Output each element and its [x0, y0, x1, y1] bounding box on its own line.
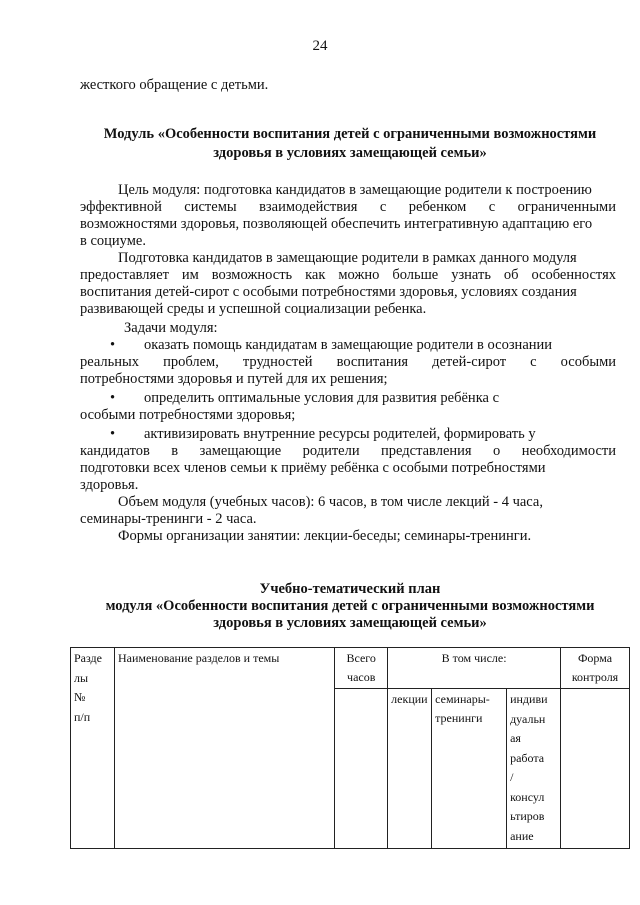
forms-line: Формы организации занятии: лекции-беседы; семинары-тренинги.	[118, 528, 532, 544]
seminars-header: семинары- тренинги	[432, 689, 507, 849]
task-1-line-1: • оказать помощь кандидатам в замещающие родители в осознании	[80, 337, 616, 353]
volume-line-1: Объем модуля (учебных часов): 6 часов, в том числе лекций - 4 часа,	[118, 494, 543, 510]
bullet-icon: •	[110, 390, 116, 406]
prep-line-4: развивающей среды и успешной социализации ребенка.	[80, 301, 427, 317]
individual-work-header: индиви дуальн ая работа / консул ьтиров ание	[507, 689, 561, 849]
page-number: 24	[312, 38, 328, 54]
task-2-line-2: особыми потребностями здоровья;	[80, 407, 296, 423]
bullet-icon: •	[110, 426, 116, 442]
prep-line-3: воспитания детей-сирот с особыми потребностями здоровья, условиях создания	[80, 284, 577, 300]
goal-line-1: Цель модуля: подготовка кандидатов в замещающие родители к построению	[118, 182, 592, 198]
volume-line-2: семинары-тренинги - 2 часа.	[80, 511, 257, 527]
tasks-title: Задачи модуля:	[124, 320, 218, 336]
bullet-icon: •	[110, 337, 116, 353]
task-3-line-1: • активизировать внутренние ресурсы родителей, формировать у	[80, 426, 616, 442]
task-3-line-4: здоровья.	[80, 477, 139, 493]
sections-header: Разде лы № п/п	[71, 648, 115, 849]
intro-line: жесткого обращение с детьми.	[80, 77, 269, 93]
thematic-plan-table	[70, 647, 630, 849]
task-1-line-3: потребностями здоровья и путей для их решения;	[80, 371, 388, 387]
total-hours-subcell	[335, 689, 388, 849]
task-1-line-2: реальных проблем, трудностей воспитания детей-сирот с особыми	[80, 354, 616, 370]
goal-line-4: в социуме.	[80, 233, 146, 249]
plan-heading-line-1: Учебно-тематический план	[259, 581, 441, 597]
topic-name-header: Наименование разделов и темы	[114, 648, 334, 849]
plan-heading-line-2: модуля «Особенности воспитания детей с ограниченными возможностями	[105, 598, 595, 614]
task-2-line-1: • определить оптимальные условия для развития ребёнка с	[80, 390, 616, 406]
prep-line-2: предоставляет им возможность как можно больше узнать об особенностях	[80, 267, 616, 283]
plan-heading-line-3: здоровья в условиях замещающей семьи»	[213, 615, 487, 631]
control-form-subcell	[561, 689, 630, 849]
task-3-line-2: кандидатов в замещающие родители представления о необходимости	[80, 443, 616, 459]
lectures-header: лекции	[388, 689, 432, 849]
module-heading-line-1: Модуль «Особенности воспитания детей с ограниченными возможностями	[103, 126, 597, 142]
prep-line-1: Подготовка кандидатов в замещающие родители в рамках данного модуля	[118, 250, 577, 266]
control-form-header: Форма контроля	[561, 648, 630, 689]
total-hours-header: Всего часов	[335, 648, 388, 689]
goal-line-3: возможностями здоровья, позволяющей обеспечить интегративную адаптацию его	[80, 216, 593, 232]
task-3-line-3: подготовки всех членов семьи к приёму ребёнка с особыми потребностями	[80, 460, 546, 476]
module-heading-line-2: здоровья в условиях замещающей семьи»	[213, 145, 487, 161]
including-header: В том числе:	[388, 648, 561, 689]
goal-line-2: эффективной системы взаимодействия с ребенком с ограниченными	[80, 199, 616, 215]
